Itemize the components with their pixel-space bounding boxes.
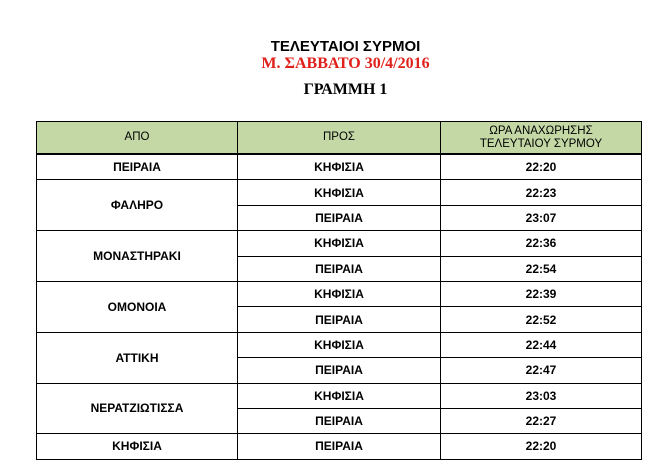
table-row — [37, 154, 642, 180]
column-header-to: ΠΡΟΣ — [238, 122, 441, 155]
destination-station: ΚΗΦΙΣΙΑ — [238, 281, 441, 306]
destination-station: ΚΗΦΙΣΙΑ — [238, 180, 441, 205]
table-header-row — [37, 122, 642, 155]
table-row — [37, 180, 642, 205]
departure-time: 22:23 — [441, 180, 642, 205]
departure-time: 22:39 — [441, 281, 642, 306]
document-header — [0, 38, 671, 99]
departure-time: 22:20 — [441, 434, 642, 459]
destination-station: ΠΕΙΡΑΙΑ — [238, 408, 441, 433]
destination-station: ΚΗΦΙΣΙΑ — [238, 332, 441, 357]
origin-station: ΟΜΟΝΟΙΑ — [37, 281, 238, 332]
departure-time: 22:36 — [441, 231, 642, 256]
departure-time: 23:03 — [441, 383, 642, 408]
origin-station: ΦΑΛΗΡΟ — [37, 180, 238, 231]
table-row — [37, 281, 642, 306]
line-subtitle: ΓΡΑΜΜΗ 1 — [303, 81, 388, 98]
destination-station: ΠΕΙΡΑΙΑ — [238, 256, 441, 281]
last-trains-table — [36, 121, 642, 460]
departure-time: 22:54 — [441, 256, 642, 281]
origin-station: ΑΤΤΙΚΗ — [37, 332, 238, 383]
date-subtitle: Μ. ΣΑΒΒΑΤΟ 30/4/2016 — [261, 55, 430, 72]
destination-station: ΠΕΙΡΑΙΑ — [238, 205, 441, 230]
departure-time: 22:52 — [441, 307, 642, 332]
destination-station: ΠΕΙΡΑΙΑ — [238, 434, 441, 459]
departure-time: 22:20 — [441, 154, 642, 180]
departure-time: 22:47 — [441, 358, 642, 383]
table-body — [37, 154, 642, 459]
destination-station: ΠΕΙΡΑΙΑ — [238, 358, 441, 383]
origin-station: ΠΕΙΡΑΙΑ — [37, 154, 238, 180]
column-header-from: ΑΠΟ — [37, 122, 238, 155]
column-header-time — [441, 122, 642, 155]
column-header-time-line2: ΤΕΛΕΥΤΑΙΟΥ ΣΥΡΜΟΥ — [479, 137, 603, 150]
document-title: ΤΕΛΕΥΤΑΙΟΙ ΣΥΡΜΟΙ — [270, 38, 421, 55]
departure-time: 22:44 — [441, 332, 642, 357]
origin-station: ΚΗΦΙΣΙΑ — [37, 434, 238, 459]
table-row — [37, 434, 642, 459]
origin-station: ΝΕΡΑΤΖΙΩΤΙΣΣΑ — [37, 383, 238, 434]
origin-station: ΜΟΝΑΣΤΗΡΑΚΙ — [37, 231, 238, 282]
destination-station: ΚΗΦΙΣΙΑ — [238, 231, 441, 256]
column-header-time-line1: ΩΡΑ ΑΝΑΧΩΡΗΣΗΣ — [489, 124, 593, 137]
destination-station: ΠΕΙΡΑΙΑ — [238, 307, 441, 332]
destination-station: ΚΗΦΙΣΙΑ — [238, 154, 441, 180]
departure-time: 23:07 — [441, 205, 642, 230]
table-row — [37, 231, 642, 256]
table-row — [37, 383, 642, 408]
table-row — [37, 332, 642, 357]
destination-station: ΚΗΦΙΣΙΑ — [238, 383, 441, 408]
departure-time: 22:27 — [441, 408, 642, 433]
